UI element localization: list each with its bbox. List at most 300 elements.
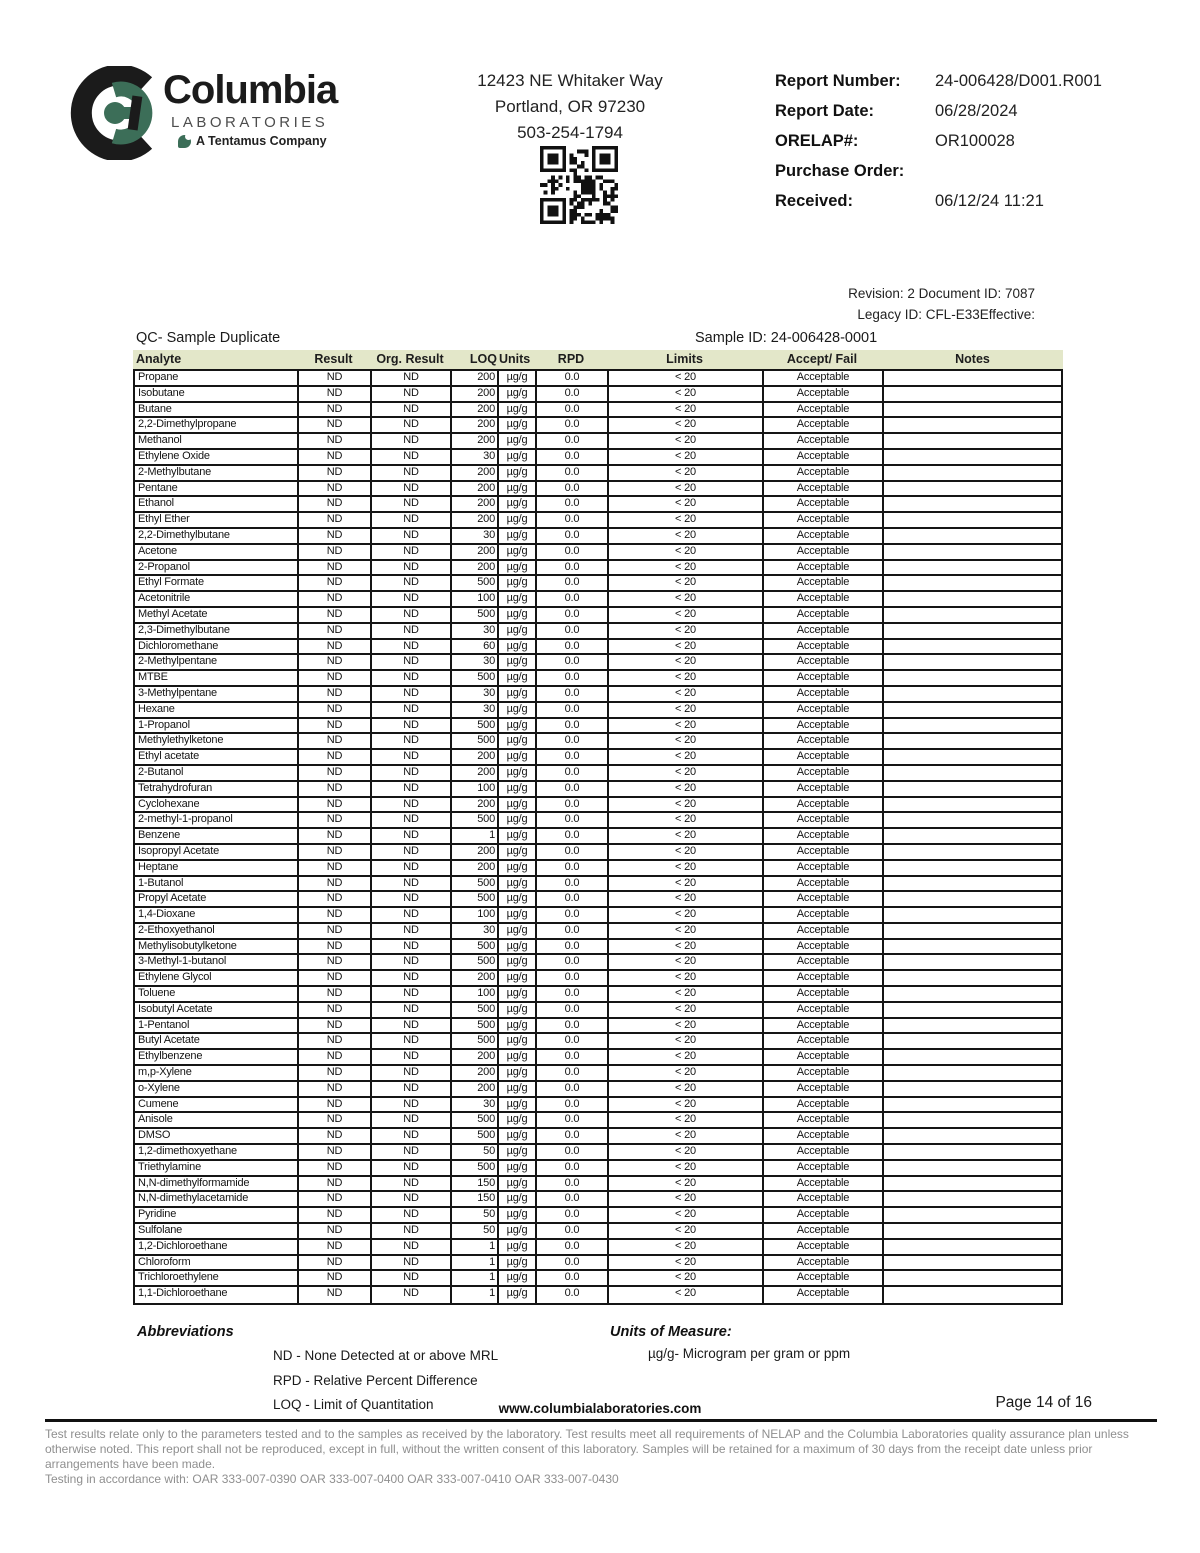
table-row [135,1129,1061,1145]
cell-limits: < 20 [609,687,764,701]
cell-limits: < 20 [609,640,764,654]
cell-units: µg/g [499,1098,537,1112]
cell-org-result: ND [372,608,452,622]
cell-loq: 30 [452,1098,499,1112]
cell-units: µg/g [499,750,537,764]
cell-loq: 30 [452,529,499,543]
cell-units: µg/g [499,482,537,496]
cell-units: µg/g [499,734,537,748]
cell-loq: 1 [452,1240,499,1254]
cell-accept-fail: Acceptable [764,1003,884,1017]
cell-units: µg/g [499,545,537,559]
cell-org-result: ND [372,561,452,575]
cell-accept-fail: Acceptable [764,1019,884,1033]
cell-rpd: 0.0 [537,497,609,511]
cell-org-result: ND [372,1208,452,1222]
table-row [135,1034,1061,1050]
cell-rpd: 0.0 [537,1224,609,1238]
cell-limits: < 20 [609,766,764,780]
cell-result: ND [299,1098,372,1112]
cell-analyte: Methyl Acetate [135,608,299,622]
cell-notes [884,1177,1061,1191]
cell-loq: 500 [452,1113,499,1127]
cell-units: µg/g [499,687,537,701]
cell-units: µg/g [499,576,537,590]
cell-notes [884,434,1061,448]
cell-org-result: ND [372,750,452,764]
cell-analyte: o-Xylene [135,1082,299,1096]
table-row [135,434,1061,450]
units-of-measure-line: µg/g- Microgram per gram or ppm [648,1346,851,1361]
cell-result: ND [299,466,372,480]
table-row [135,1240,1061,1256]
cell-limits: < 20 [609,1208,764,1222]
cell-units: µg/g [499,1208,537,1222]
cell-loq: 1 [452,1256,499,1270]
cell-limits: < 20 [609,1287,764,1303]
cell-analyte: Ethylene Glycol [135,971,299,985]
cell-loq: 200 [452,497,499,511]
cell-rpd: 0.0 [537,513,609,527]
report-info-row [775,102,1165,121]
cell-loq: 200 [452,418,499,432]
table-row [135,608,1061,624]
cell-notes [884,908,1061,922]
cell-notes [884,1145,1061,1159]
cell-result: ND [299,434,372,448]
columbia-logo-icon [70,66,162,160]
cell-org-result: ND [372,940,452,954]
cell-loq: 200 [452,403,499,417]
cell-notes [884,1240,1061,1254]
cell-loq: 500 [452,1019,499,1033]
cell-notes [884,466,1061,480]
cell-rpd: 0.0 [537,766,609,780]
cell-units: µg/g [499,371,537,385]
cell-analyte: Toluene [135,987,299,1001]
cell-rpd: 0.0 [537,418,609,432]
cell-notes [884,513,1061,527]
cell-accept-fail: Acceptable [764,513,884,527]
cell-loq: 200 [452,1066,499,1080]
col-header-rpd: RPD [557,352,585,366]
cell-org-result: ND [372,1098,452,1112]
cell-analyte: 1,4-Dioxane [135,908,299,922]
cell-limits: < 20 [609,1192,764,1206]
abbreviation-item: LOQ - Limit of Quantitation [273,1397,434,1412]
cell-org-result: ND [372,576,452,590]
cell-org-result: ND [372,1019,452,1033]
cell-limits: < 20 [609,1003,764,1017]
cell-result: ND [299,877,372,891]
cell-result: ND [299,671,372,685]
cell-units: µg/g [499,608,537,622]
cell-units: µg/g [499,955,537,969]
cell-analyte: 2-Butanol [135,766,299,780]
cell-org-result: ND [372,908,452,922]
cell-accept-fail: Acceptable [764,782,884,796]
cell-accept-fail: Acceptable [764,1129,884,1143]
cell-notes [884,798,1061,812]
cell-accept-fail: Acceptable [764,655,884,669]
cell-org-result: ND [372,545,452,559]
cell-result: ND [299,418,372,432]
cell-limits: < 20 [609,387,764,401]
table-row [135,955,1061,971]
cell-notes [884,1019,1061,1033]
cell-result: ND [299,1129,372,1143]
cell-rpd: 0.0 [537,987,609,1001]
cell-units: µg/g [499,1240,537,1254]
cell-accept-fail: Acceptable [764,987,884,1001]
table-row [135,892,1061,908]
cell-limits: < 20 [609,892,764,906]
table-row [135,971,1061,987]
table-row [135,908,1061,924]
cell-accept-fail: Acceptable [764,592,884,606]
cell-notes [884,719,1061,733]
cell-org-result: ND [372,924,452,938]
cell-units: µg/g [499,971,537,985]
cell-notes [884,608,1061,622]
report-info-label: Report Number: [775,72,901,90]
report-info-value: 06/12/24 11:21 [935,192,1044,210]
cell-result: ND [299,987,372,1001]
table-row [135,1098,1061,1114]
cell-org-result: ND [372,466,452,480]
cell-accept-fail: Acceptable [764,1224,884,1238]
cell-loq: 200 [452,750,499,764]
cell-rpd: 0.0 [537,908,609,922]
abbreviation-item: ND - None Detected at or above MRL [273,1348,499,1363]
cell-notes [884,1050,1061,1064]
table-row [135,387,1061,403]
cell-rpd: 0.0 [537,813,609,827]
cell-result: ND [299,734,372,748]
report-info-row [775,162,1165,181]
cell-org-result: ND [372,450,452,464]
report-info-value: OR100028 [935,132,1015,150]
table-row [135,418,1061,434]
cell-result: ND [299,576,372,590]
cell-notes [884,1208,1061,1222]
cell-accept-fail: Acceptable [764,719,884,733]
cell-loq: 500 [452,576,499,590]
cell-rpd: 0.0 [537,1019,609,1033]
cell-analyte: Anisole [135,1113,299,1127]
cell-result: ND [299,829,372,843]
disclaimer-text: Test results relate only to the parameters tested and to the samples as received by the laboratory. Test results meet all requirements of NELAP and the Columbia Laboratories quality assurance plan unless otherwise noted. This report shall not be reproduced, except in full, without the written consent of this laboratory. Samples will be retained for a maximum of 30 days from the receipt date unless prior arrangements have been made. [45,1427,1129,1471]
cell-accept-fail: Acceptable [764,734,884,748]
report-info-label: Purchase Order: [775,162,905,180]
cell-analyte: Triethylamine [135,1161,299,1175]
cell-notes [884,1034,1061,1048]
cell-units: µg/g [499,892,537,906]
cell-units: µg/g [499,877,537,891]
columbia-logo [70,62,370,162]
cell-accept-fail: Acceptable [764,861,884,875]
sample-id: Sample ID: 24-006428-0001 [695,330,878,346]
cell-limits: < 20 [609,1240,764,1254]
cell-accept-fail: Acceptable [764,766,884,780]
cell-analyte: Butane [135,403,299,417]
table-row [135,1082,1061,1098]
cell-accept-fail: Acceptable [764,1256,884,1270]
cell-org-result: ND [372,387,452,401]
col-header-notes: Notes [955,352,990,366]
table-row [135,1019,1061,1035]
cell-limits: < 20 [609,671,764,685]
cell-result: ND [299,1224,372,1238]
cell-rpd: 0.0 [537,1256,609,1270]
cell-accept-fail: Acceptable [764,671,884,685]
cell-notes [884,1129,1061,1143]
cell-units: µg/g [499,1113,537,1127]
table-title: QC- Sample Duplicate [136,330,281,346]
cell-rpd: 0.0 [537,1161,609,1175]
cell-org-result: ND [372,687,452,701]
cell-limits: < 20 [609,955,764,969]
cell-limits: < 20 [609,1019,764,1033]
cell-org-result: ND [372,971,452,985]
cell-units: µg/g [499,403,537,417]
cell-limits: < 20 [609,908,764,922]
cell-loq: 50 [452,1224,499,1238]
cell-rpd: 0.0 [537,624,609,638]
table-row [135,1113,1061,1129]
table-row [135,877,1061,893]
col-header-units: Units [499,352,531,366]
cell-analyte: Tetrahydrofuran [135,782,299,796]
cell-units: µg/g [499,640,537,654]
cell-notes [884,1192,1061,1206]
cell-units: µg/g [499,1019,537,1033]
col-header-analyte: Analyte [136,352,182,366]
cell-org-result: ND [372,1034,452,1048]
cell-accept-fail: Acceptable [764,813,884,827]
cell-notes [884,1161,1061,1175]
cell-analyte: Acetonitrile [135,592,299,606]
cell-result: ND [299,655,372,669]
cell-analyte: N,N-dimethylformamide [135,1177,299,1191]
cell-org-result: ND [372,640,452,654]
table-row [135,482,1061,498]
cell-units: µg/g [499,813,537,827]
cell-analyte: DMSO [135,1129,299,1143]
cell-units: µg/g [499,513,537,527]
cell-result: ND [299,1192,372,1206]
cell-limits: < 20 [609,829,764,843]
cell-limits: < 20 [609,561,764,575]
cell-units: µg/g [499,829,537,843]
cell-units: µg/g [499,782,537,796]
cell-limits: < 20 [609,1066,764,1080]
cell-accept-fail: Acceptable [764,418,884,432]
cell-org-result: ND [372,1113,452,1127]
cell-accept-fail: Acceptable [764,798,884,812]
col-header-limits: Limits [666,352,703,366]
address-line-2: Portland, OR 97230 [494,97,646,116]
cell-notes [884,861,1061,875]
cell-loq: 200 [452,561,499,575]
cell-loq: 150 [452,1192,499,1206]
cell-limits: < 20 [609,1271,764,1285]
cell-limits: < 20 [609,1224,764,1238]
abbreviation-item: RPD - Relative Percent Difference [273,1372,478,1388]
cell-result: ND [299,640,372,654]
cell-result: ND [299,1066,372,1080]
report-info-row [775,192,1165,211]
cell-loq: 30 [452,450,499,464]
cell-notes [884,750,1061,764]
col-header-loq: LOQ [469,352,497,366]
cell-rpd: 0.0 [537,703,609,717]
cell-result: ND [299,1240,372,1254]
cell-result: ND [299,971,372,985]
cell-limits: < 20 [609,1098,764,1112]
cell-analyte: Pentane [135,482,299,496]
table-row [135,529,1061,545]
cell-loq: 200 [452,845,499,859]
cell-rpd: 0.0 [537,719,609,733]
cell-notes [884,987,1061,1001]
cell-result: ND [299,1113,372,1127]
cell-units: µg/g [499,497,537,511]
cell-notes [884,545,1061,559]
cell-rpd: 0.0 [537,1098,609,1112]
table-row [135,1003,1061,1019]
report-info-label: Received: [775,192,853,210]
cell-limits: < 20 [609,576,764,590]
cell-result: ND [299,482,372,496]
cell-limits: < 20 [609,719,764,733]
brand-tagline: A Tentamus Company [178,134,327,148]
cell-result: ND [299,1161,372,1175]
cell-org-result: ND [372,703,452,717]
cell-loq: 30 [452,703,499,717]
cell-rpd: 0.0 [537,529,609,543]
cell-org-result: ND [372,513,452,527]
cell-org-result: ND [372,671,452,685]
cell-analyte: Chloroform [135,1256,299,1270]
cell-limits: < 20 [609,1145,764,1159]
cell-notes [884,655,1061,669]
cell-accept-fail: Acceptable [764,845,884,859]
cell-notes [884,955,1061,969]
cell-accept-fail: Acceptable [764,924,884,938]
cell-org-result: ND [372,1066,452,1080]
cell-loq: 200 [452,971,499,985]
cell-loq: 500 [452,734,499,748]
cell-loq: 500 [452,955,499,969]
cell-units: µg/g [499,1224,537,1238]
cell-units: µg/g [499,1066,537,1080]
cell-org-result: ND [372,624,452,638]
cell-loq: 500 [452,1129,499,1143]
brand-subtitle: LABORATORIES [171,114,329,131]
cell-result: ND [299,892,372,906]
cell-rpd: 0.0 [537,561,609,575]
cell-org-result: ND [372,482,452,496]
cell-accept-fail: Acceptable [764,1161,884,1175]
table-header-row [133,350,1063,369]
cell-units: µg/g [499,1271,537,1285]
cell-limits: < 20 [609,877,764,891]
cell-units: µg/g [499,671,537,685]
table-row [135,703,1061,719]
table-row [135,466,1061,482]
table-row [135,829,1061,845]
cell-loq: 1 [452,1287,499,1303]
cell-org-result: ND [372,497,452,511]
cell-limits: < 20 [609,545,764,559]
cell-org-result: ND [372,1145,452,1159]
cell-result: ND [299,1034,372,1048]
table-row [135,1066,1061,1082]
brand-name: Columbia [163,68,338,112]
cell-analyte: Methylethylketone [135,734,299,748]
cell-units: µg/g [499,1177,537,1191]
cell-analyte: Propane [135,371,299,385]
table-row [135,592,1061,608]
cell-units: µg/g [499,987,537,1001]
cell-units: µg/g [499,561,537,575]
cell-notes [884,497,1061,511]
cell-units: µg/g [499,861,537,875]
cell-notes [884,766,1061,780]
cell-loq: 500 [452,892,499,906]
cell-org-result: ND [372,403,452,417]
cell-units: µg/g [499,1287,537,1303]
cell-limits: < 20 [609,1113,764,1127]
cell-result: ND [299,1145,372,1159]
cell-result: ND [299,497,372,511]
cell-rpd: 0.0 [537,1082,609,1096]
table-row [135,924,1061,940]
table-row [135,987,1061,1003]
cell-org-result: ND [372,1177,452,1191]
cell-notes [884,576,1061,590]
cell-result: ND [299,750,372,764]
cell-loq: 200 [452,798,499,812]
cell-rpd: 0.0 [537,387,609,401]
cell-accept-fail: Acceptable [764,434,884,448]
table-row [135,655,1061,671]
cell-result: ND [299,1287,372,1303]
cell-analyte: Trichloroethylene [135,1271,299,1285]
cell-limits: < 20 [609,655,764,669]
table-row [135,1287,1061,1303]
table-row [135,671,1061,687]
report-info-label: Report Date: [775,102,875,120]
cell-notes [884,940,1061,954]
cell-analyte: Propyl Acetate [135,892,299,906]
table-row [135,371,1061,387]
cell-accept-fail: Acceptable [764,955,884,969]
cell-limits: < 20 [609,624,764,638]
cell-loq: 150 [452,1177,499,1191]
cell-accept-fail: Acceptable [764,1098,884,1112]
cell-org-result: ND [372,845,452,859]
table-row [135,450,1061,466]
cell-units: µg/g [499,798,537,812]
cell-result: ND [299,545,372,559]
cell-limits: < 20 [609,734,764,748]
cell-analyte: 2-Propanol [135,561,299,575]
cell-org-result: ND [372,877,452,891]
cell-loq: 200 [452,466,499,480]
cell-loq: 50 [452,1208,499,1222]
